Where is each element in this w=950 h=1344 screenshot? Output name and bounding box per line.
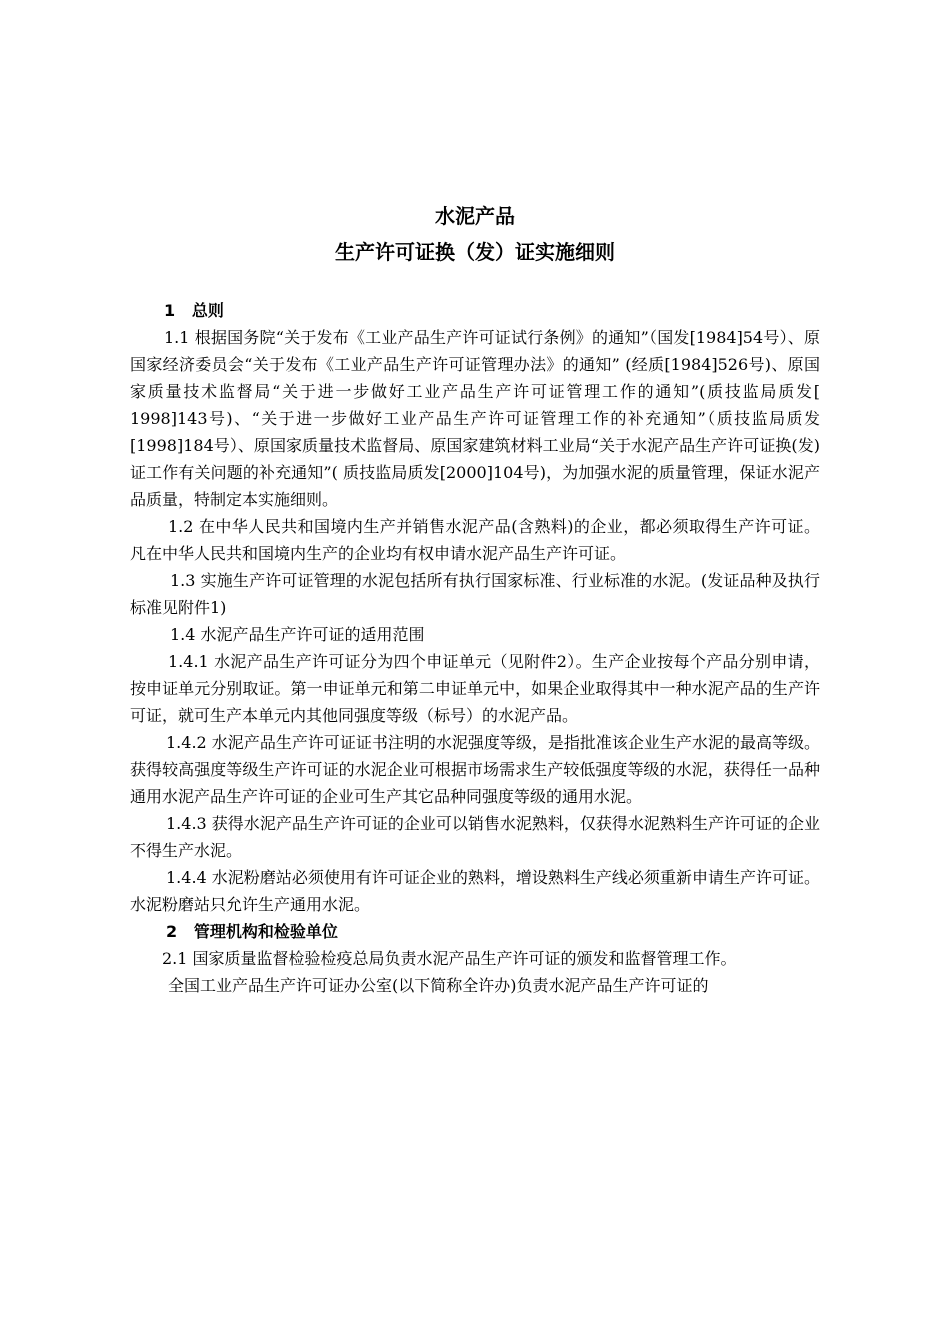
paragraph-1-4-4: 1.4.4 水泥粉磨站必须使用有许可证企业的熟料，增设熟料生产线必须重新申请生产许可证。水泥粉磨站只允许生产通用水泥。 bbox=[130, 868, 820, 914]
document-subtitle: 生产许可证换（发）证实施细则 bbox=[335, 240, 615, 264]
paragraph-1-4-1: 1.4.1 水泥产品生产许可证分为四个申证单元（见附件2）。生产企业按每个产品分别申请，按申证单元分别取证。第一申证单元和第二申证单元中，如果企业取得其中一种水泥产品的生产许可证，就可生产本单元内其他同强度等级（标号）的水泥产品。 bbox=[130, 652, 820, 725]
section-heading-general: 1 总则 bbox=[164, 301, 224, 320]
paragraph-1-1: 1.1 根据国务院“关于发布《工业产品生产许可证试行条例》的通知”（国发[1984]54号）、原国家经济委员会“关于发布《工业产品生产许可证管理办法》的通知” (经质[1984]526号)、原国家质量技术监督局“关于进一步做好工业产品生产许可证管理工作的通知”(质技监局质发[ 1998]143号)、“关于进一步做好工业产品生产许可证管理工作的补充通知”（质技监局质发[1998]184号）、原国家质量技术监督局、原国家建筑材料工业局“关于水泥产品生产许可证换(发)证工作有关问题的补充通知”( 质技监局质发[2000]104号)，为加强水泥的质量管理，保证水泥产品质量，特制定本实施细则。 bbox=[130, 328, 820, 509]
document-body bbox=[130, 297, 820, 999]
paragraph-1-2: 1.2 在中华人民共和国境内生产并销售水泥产品(含熟料)的企业，都必须取得生产许可证。 凡在中华人民共和国境内生产的企业均有权申请水泥产品生产许可证。 bbox=[130, 517, 820, 563]
paragraph-2-1: 2.1 国家质量监督检验检疫总局负责水泥产品生产许可证的颁发和监督管理工作。 bbox=[162, 949, 737, 968]
paragraph-1-4: 1.4 水泥产品生产许可证的适用范围 bbox=[170, 625, 425, 644]
section-heading-management: 2 管理机构和检验单位 bbox=[166, 922, 338, 941]
paragraph-1-4-3: 1.4.3 获得水泥产品生产许可证的企业可以销售水泥熟料，仅获得水泥熟料生产许可证的企业不得生产水泥。 bbox=[130, 814, 820, 860]
paragraph-1-3: 1.3 实施生产许可证管理的水泥包括所有执行国家标准、行业标准的水泥。(发证品种及执行标准见附件1) bbox=[130, 571, 820, 617]
document-title: 水泥产品 bbox=[435, 204, 515, 228]
paragraph-1-4-2: 1.4.2 水泥产品生产许可证证书注明的水泥强度等级，是指批准该企业生产水泥的最高等级。获得较高强度等级生产许可证的水泥企业可根据市场需求生产较低强度等级的水泥，获得任一品种通用水泥产品生产许可证的企业可生产其它品种同强度等级的通用水泥。 bbox=[130, 733, 820, 806]
paragraph-2-1-continued: 全国工业产品生产许可证办公室(以下简称全许办)负责水泥产品生产许可证的 bbox=[168, 976, 709, 995]
